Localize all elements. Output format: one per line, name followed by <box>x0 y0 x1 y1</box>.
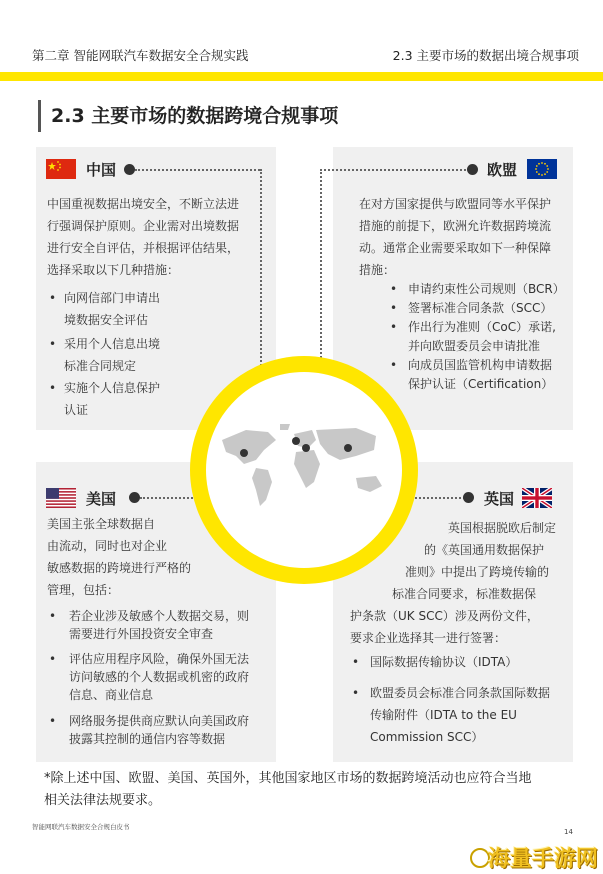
china-intro-line: 中国重视数据出境安全，不断立法进 <box>47 197 240 211</box>
eu-intro-line: 在对方国家提供与欧盟同等水平保护 <box>359 197 552 211</box>
us-intro-line: 敏感数据的跨境进行严格的 <box>47 561 192 575</box>
china-marker <box>124 164 135 175</box>
page-title: 2.3 主要市场的数据跨境合规事项 <box>51 105 339 127</box>
bullet: • <box>390 301 398 315</box>
footnote-line: *除上述中国、欧盟、美国、英国外，其他国家地区市场的数据跨境活动也应符合当地 <box>44 771 532 786</box>
eu-connector-h <box>320 169 470 171</box>
us-label: 美国 <box>86 490 117 508</box>
china-item-line: 实施个人信息保护 <box>64 381 161 395</box>
bullet: • <box>49 609 57 623</box>
bullet: • <box>390 358 398 372</box>
eu-intro-line: 措施的前提下，欧洲允许数据跨境流 <box>359 219 552 233</box>
us-item-line: 访问敏感的个人数据或机密的政府 <box>69 670 250 684</box>
footnote-line: 相关法律法规要求。 <box>44 793 162 808</box>
uk-intro-line: 标准合同要求，标准数据保 <box>392 587 537 601</box>
watermark: 海量手游网 <box>488 847 599 872</box>
uk-intro-line: 的《英国通用数据保护 <box>424 543 545 557</box>
us-item-line: 评估应用程序风险，确保外国无法 <box>69 652 250 666</box>
page-header <box>0 0 603 70</box>
uk-intro-line: 护条款（UK SCC）涉及两份文件， <box>350 609 539 623</box>
section-title: 2.3 主要市场的数据出境合规事项 <box>392 48 579 63</box>
china-item-line: 向网信部门申请出 <box>64 291 161 305</box>
bullet: • <box>49 381 57 395</box>
china-label: 中国 <box>86 161 117 179</box>
eu-label: 欧盟 <box>487 161 518 179</box>
us-flag-icon <box>46 488 76 508</box>
eu-item-line: 申请约束性公司规则（BCR） <box>408 282 565 296</box>
world-map-icon <box>216 420 392 512</box>
uk-item-line: Commission SCC） <box>370 730 484 744</box>
eu-item-line: 向成员国监管机构申请数据 <box>408 358 553 372</box>
uk-intro-line: 准则》中提出了跨境传输的 <box>405 565 550 579</box>
bullet: • <box>352 655 360 669</box>
bullet: • <box>352 686 360 700</box>
map-point-us <box>240 449 248 457</box>
eu-item-line: 作出行为准则（CoC）承诺, <box>408 320 556 334</box>
us-intro-line: 美国主张全球数据自 <box>47 517 156 531</box>
uk-intro-line: 英国根据脱欧后制定 <box>448 521 557 535</box>
uk-marker <box>463 492 474 503</box>
chapter-title: 第二章 智能网联汽车数据安全合规实践 <box>32 48 249 63</box>
eu-item-line: 签署标准合同条款（SCC） <box>408 301 553 315</box>
map-point-china <box>344 444 352 452</box>
page-title-block <box>38 100 338 132</box>
map-point-eu <box>302 444 310 452</box>
bullet: • <box>49 337 57 351</box>
bullet: • <box>390 320 398 334</box>
eu-marker <box>467 164 478 175</box>
eu-intro-line: 动。通常企业需要采取如下一种保障 <box>359 241 552 255</box>
uk-item-line: 传输附件（IDTA to the EU <box>370 708 517 722</box>
china-intro-line: 进行安全自评估，并根据评估结果， <box>47 241 240 255</box>
bullet: • <box>49 652 57 666</box>
china-item-line: 标准合同规定 <box>64 359 137 373</box>
china-item-line: 境数据安全评估 <box>64 313 149 327</box>
us-marker <box>129 492 140 503</box>
bullet: • <box>390 282 398 296</box>
china-connector-h <box>135 169 260 171</box>
uk-intro-line: 要求企业选择其一进行签署： <box>350 631 507 645</box>
china-flag-icon <box>46 159 76 179</box>
header-accent-bar <box>0 72 603 81</box>
watermark-icon <box>470 848 490 868</box>
china-item-line: 认证 <box>64 403 89 417</box>
us-item-line: 需要进行外国投资安全审查 <box>69 627 214 641</box>
china-intro-line: 选择采取以下几种措施： <box>47 263 180 277</box>
eu-item-line: 保护认证（Certification） <box>408 377 554 391</box>
footnote <box>44 768 569 812</box>
eu-item-line: 并向欧盟委员会申请批准 <box>408 339 541 353</box>
us-intro-line: 管理，包括： <box>47 583 120 597</box>
uk-label: 英国 <box>484 490 515 508</box>
uk-item-line: 国际数据传输协议（IDTA） <box>370 655 518 669</box>
china-intro-line: 行强调保护原则。企业需对出境数据 <box>47 219 240 233</box>
bullet: • <box>49 714 57 728</box>
page-number: 14 <box>564 828 573 836</box>
us-item-line: 网络服务提供商应默认向美国政府 <box>69 714 250 728</box>
footer-doc-title: 智能网联汽车数据安全合规白皮书 <box>32 823 130 831</box>
us-item-line: 信息、商业信息 <box>69 688 154 702</box>
us-item-line: 若企业涉及敏感个人数据交易，则 <box>69 609 250 623</box>
eu-flag-icon <box>527 159 557 179</box>
us-item-line: 披露其控制的通信内容等数据 <box>69 732 226 746</box>
eu-intro-line: 措施： <box>359 263 396 277</box>
uk-flag-icon <box>522 488 552 508</box>
us-intro-line: 由流动，同时也对企业 <box>47 539 168 553</box>
map-point-uk <box>292 437 300 445</box>
bullet: • <box>49 291 57 305</box>
china-item-line: 采用个人信息出境 <box>64 337 161 351</box>
uk-item-line: 欧盟委员会标准合同条款国际数据 <box>370 686 551 700</box>
